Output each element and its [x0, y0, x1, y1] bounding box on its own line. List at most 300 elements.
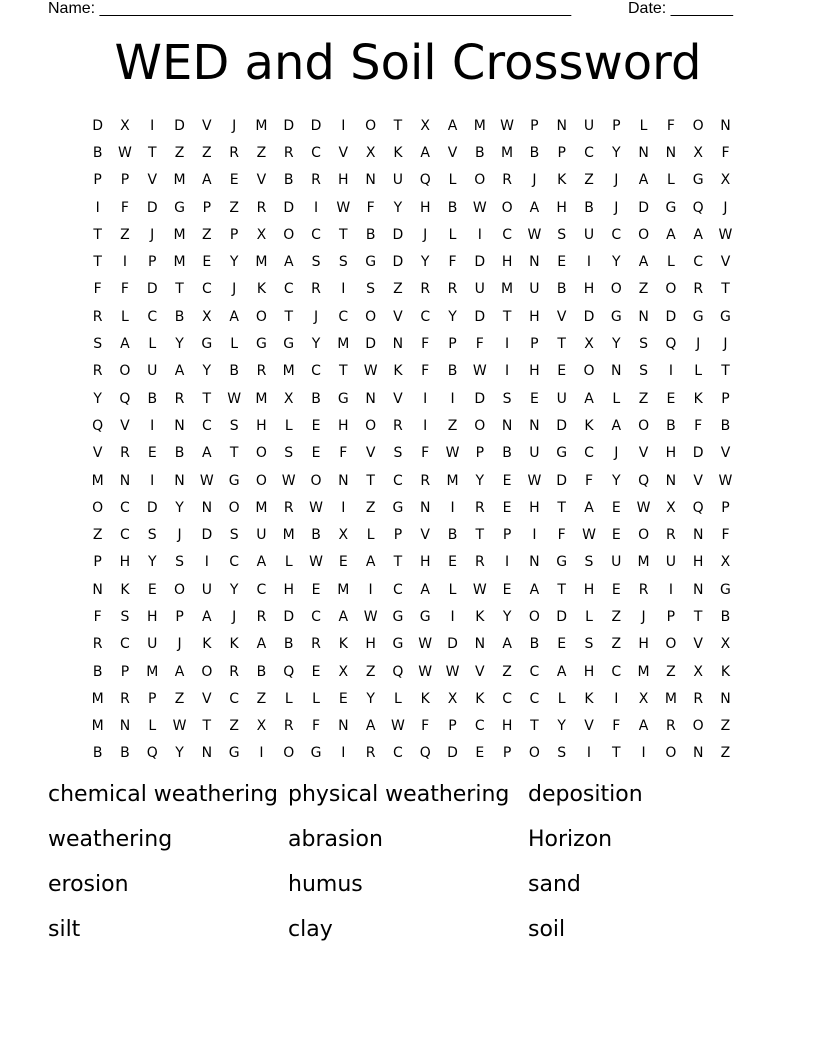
grid-letter: K	[584, 690, 594, 707]
grid-letter: N	[338, 718, 349, 735]
grid-row	[84, 440, 739, 467]
grid-letter: D	[474, 254, 486, 271]
grid-letter: L	[448, 172, 457, 189]
grid-letter: A	[638, 718, 649, 735]
grid-letter: K	[557, 172, 567, 189]
grid-letter: K	[475, 690, 485, 707]
grid-row	[84, 358, 739, 385]
name-field-label: Name: _____________________________________________________	[48, 0, 572, 17]
grid-letter: C	[283, 281, 294, 298]
word-bank-item: weathering	[48, 827, 173, 852]
grid-row	[84, 412, 739, 439]
grid-letter: O	[255, 445, 267, 462]
grid-letter: C	[120, 527, 130, 544]
grid-letter: N	[529, 254, 540, 271]
grid-letter: O	[365, 417, 377, 434]
grid-letter: S	[93, 336, 103, 353]
grid-letter: O	[528, 745, 540, 762]
grid-letter: T	[557, 499, 566, 516]
grid-letter: U	[529, 281, 540, 298]
grid-letter: P	[612, 117, 621, 134]
grid-letter: I	[122, 254, 128, 271]
grid-letter: T	[502, 308, 512, 325]
grid-letter: F	[448, 254, 457, 271]
grid-letter: Y	[475, 472, 485, 489]
grid-letter: H	[365, 636, 376, 653]
grid-letter: U	[201, 581, 212, 598]
grid-letter: W	[199, 472, 214, 489]
grid-letter: Z	[174, 690, 185, 707]
grid-letter: T	[339, 363, 348, 380]
grid-letter: Y	[147, 554, 157, 571]
grid-letter: Y	[502, 608, 512, 625]
grid-letter: I	[641, 745, 646, 762]
grid-letter: E	[529, 390, 539, 407]
grid-letter: I	[341, 281, 346, 298]
grid-letter: I	[423, 417, 428, 434]
grid-row	[84, 658, 739, 685]
grid-letter: W	[363, 363, 378, 380]
grid-letter: A	[365, 554, 376, 571]
grid-letter: C	[338, 308, 349, 325]
grid-letter: B	[311, 390, 321, 407]
grid-letter: O	[665, 745, 677, 762]
grid-letter: M	[255, 499, 268, 516]
grid-letter: H	[338, 172, 349, 189]
grid-letter: A	[529, 581, 540, 598]
grid-letter: B	[229, 363, 239, 380]
grid-letter: E	[448, 554, 457, 571]
grid-letter: G	[392, 608, 404, 625]
grid-letter: F	[120, 199, 129, 216]
grid-letter: R	[693, 690, 704, 707]
grid-letter: I	[204, 554, 209, 571]
grid-letter: E	[202, 254, 212, 271]
grid-letter: S	[366, 281, 376, 298]
grid-letter: B	[147, 390, 158, 407]
grid-letter: M	[501, 144, 514, 161]
grid-letter: F	[339, 445, 348, 462]
grid-letter: X	[447, 690, 458, 707]
grid-letter: A	[529, 199, 540, 216]
grid-letter: G	[256, 336, 267, 353]
grid-letter: P	[530, 336, 539, 353]
grid-letter: V	[720, 254, 731, 271]
word-bank-item: Horizon	[528, 827, 613, 852]
grid-letter: X	[720, 172, 731, 189]
grid-letter: T	[202, 390, 212, 407]
grid-letter: G	[201, 336, 213, 353]
grid-letter: S	[393, 445, 403, 462]
grid-letter: N	[201, 499, 213, 516]
grid-letter: R	[92, 308, 103, 325]
grid-letter: A	[420, 581, 430, 598]
grid-letter: D	[556, 417, 568, 434]
grid-letter: S	[147, 527, 157, 544]
grid-letter: F	[421, 718, 430, 735]
grid-letter: W	[309, 499, 323, 516]
grid-letter: V	[693, 472, 703, 489]
grid-letter: D	[283, 199, 295, 216]
grid-letter: Y	[229, 254, 239, 271]
grid-letter: A	[638, 172, 649, 189]
grid-letter: P	[202, 199, 212, 216]
grid-row	[84, 494, 739, 521]
grid-letter: O	[201, 663, 213, 680]
grid-letter: A	[447, 117, 458, 134]
grid-letter: I	[586, 745, 592, 762]
grid-letter: C	[256, 581, 267, 598]
grid-letter: O	[474, 172, 486, 189]
grid-letter: F	[120, 281, 129, 298]
grid-letter: E	[502, 581, 512, 598]
grid-row	[84, 713, 739, 740]
grid-letter: B	[92, 144, 103, 161]
grid-letter: G	[392, 636, 404, 653]
grid-letter: M	[173, 254, 186, 271]
grid-letter: T	[147, 144, 157, 161]
grid-letter: E	[557, 254, 567, 271]
grid-letter: Y	[393, 199, 403, 216]
grid-letter: A	[120, 336, 130, 353]
grid-letter: I	[313, 199, 319, 216]
grid-letter: W	[309, 554, 323, 571]
grid-letter: W	[418, 663, 433, 680]
grid-letter: Y	[420, 254, 430, 271]
grid-letter: U	[147, 636, 158, 653]
grid-letter: R	[92, 363, 103, 380]
grid-letter: D	[692, 445, 704, 462]
grid-letter: M	[282, 363, 295, 380]
grid-letter: J	[723, 336, 728, 353]
grid-letter: R	[120, 690, 130, 707]
grid-letter: X	[420, 117, 430, 134]
grid-letter: Z	[584, 172, 594, 189]
grid-letter: J	[641, 608, 646, 625]
grid-letter: X	[256, 718, 267, 735]
grid-row	[84, 194, 739, 221]
grid-letter: N	[720, 690, 731, 707]
grid-row	[84, 467, 739, 494]
grid-letter: M	[255, 390, 268, 407]
grid-letter: D	[447, 636, 458, 653]
grid-letter: I	[450, 608, 455, 625]
grid-letter: S	[557, 226, 567, 243]
grid-letter: K	[338, 636, 348, 653]
grid-letter: J	[614, 445, 619, 462]
grid-letter: E	[666, 390, 676, 407]
grid-letter: H	[338, 417, 349, 434]
grid-letter: O	[638, 226, 650, 243]
grid-letter: Z	[611, 608, 622, 625]
grid-letter: R	[256, 199, 267, 216]
grid-letter: I	[532, 527, 537, 544]
grid-letter: B	[529, 144, 540, 161]
grid-letter: V	[693, 636, 703, 653]
grid-letter: B	[475, 144, 485, 161]
grid-row	[84, 576, 739, 603]
grid-letter: Y	[311, 336, 321, 353]
grid-letter: R	[420, 472, 431, 489]
grid-letter: P	[721, 390, 730, 407]
grid-letter: T	[175, 281, 184, 298]
grid-letter: K	[202, 636, 212, 653]
grid-letter: V	[202, 690, 212, 707]
grid-letter: G	[720, 581, 731, 598]
grid-letter: N	[665, 144, 677, 161]
grid-letter: P	[393, 527, 403, 544]
grid-letter: O	[583, 363, 595, 380]
grid-letter: P	[721, 499, 730, 516]
grid-letter: E	[338, 690, 348, 707]
letter-grid	[84, 112, 739, 767]
grid-letter: U	[474, 281, 485, 298]
grid-letter: P	[666, 608, 676, 625]
grid-letter: W	[636, 499, 651, 516]
grid-letter: I	[150, 472, 155, 489]
grid-letter: A	[666, 226, 676, 243]
word-bank-item: physical weathering	[288, 782, 510, 807]
grid-letter: C	[147, 308, 158, 325]
grid-letter: I	[477, 226, 482, 243]
grid-letter: Y	[229, 581, 239, 598]
grid-letter: C	[502, 690, 512, 707]
grid-letter: A	[256, 636, 267, 653]
grid-letter: L	[148, 336, 157, 353]
grid-letter: O	[228, 499, 240, 516]
grid-letter: B	[720, 417, 731, 434]
grid-letter: R	[393, 417, 403, 434]
grid-letter: R	[693, 281, 704, 298]
grid-letter: L	[612, 390, 621, 407]
grid-letter: H	[501, 718, 513, 735]
grid-letter: G	[692, 308, 704, 325]
grid-letter: C	[420, 308, 431, 325]
grid-letter: C	[474, 718, 485, 735]
grid-letter: Y	[448, 308, 457, 325]
grid-letter: Z	[502, 663, 512, 680]
grid-letter: D	[447, 745, 458, 762]
grid-letter: M	[637, 663, 650, 680]
grid-letter: Y	[93, 390, 102, 407]
grid-letter: P	[448, 336, 457, 353]
grid-row	[84, 631, 739, 658]
grid-letter: I	[368, 581, 373, 598]
grid-letter: F	[93, 608, 102, 625]
grid-letter: L	[666, 172, 675, 189]
grid-letter: N	[174, 417, 185, 434]
grid-letter: F	[612, 718, 621, 735]
grid-letter: Q	[119, 390, 131, 407]
grid-letter: K	[120, 581, 130, 598]
grid-letter: H	[583, 581, 595, 598]
grid-letter: O	[283, 745, 295, 762]
word-bank-item: deposition	[528, 782, 643, 807]
grid-letter: D	[146, 499, 158, 516]
grid-letter: Z	[229, 199, 239, 216]
grid-letter: T	[393, 117, 403, 134]
grid-letter: W	[718, 226, 733, 243]
grid-letter: Y	[612, 254, 621, 271]
grid-letter: A	[283, 254, 294, 271]
grid-letter: K	[229, 636, 239, 653]
grid-letter: A	[202, 172, 212, 189]
grid-letter: A	[229, 308, 239, 325]
grid-letter: M	[637, 554, 650, 571]
grid-letter: K	[393, 144, 403, 161]
grid-letter: C	[393, 581, 403, 598]
grid-letter: H	[583, 281, 595, 298]
grid-letter: D	[174, 117, 185, 134]
grid-letter: P	[93, 172, 102, 189]
grid-letter: O	[665, 636, 677, 653]
grid-letter: I	[505, 554, 510, 571]
grid-letter: W	[472, 363, 487, 380]
grid-letter: C	[311, 226, 321, 243]
grid-letter: V	[92, 445, 103, 462]
grid-letter: L	[284, 417, 293, 434]
grid-letter: C	[311, 144, 321, 161]
word-bank-item: erosion	[48, 872, 129, 897]
grid-letter: J	[232, 117, 237, 134]
grid-letter: R	[447, 281, 458, 298]
grid-letter: M	[337, 336, 350, 353]
grid-letter: R	[311, 636, 321, 653]
grid-row	[84, 248, 739, 275]
grid-letter: N	[365, 390, 376, 407]
grid-letter: C	[529, 690, 540, 707]
date-field-label: Date: _______	[628, 0, 733, 17]
grid-letter: L	[557, 690, 566, 707]
grid-letter: F	[93, 281, 102, 298]
grid-letter: C	[502, 226, 512, 243]
grid-letter: U	[611, 554, 622, 571]
grid-letter: G	[392, 499, 404, 516]
grid-letter: G	[720, 308, 731, 325]
grid-letter: N	[338, 472, 349, 489]
grid-letter: Y	[612, 336, 621, 353]
grid-letter: Z	[365, 499, 376, 516]
grid-letter: C	[201, 417, 212, 434]
grid-letter: I	[423, 390, 428, 407]
grid-letter: Y	[202, 363, 212, 380]
grid-letter: V	[720, 445, 731, 462]
grid-letter: W	[336, 199, 351, 216]
grid-letter: T	[530, 718, 539, 735]
grid-letter: S	[229, 417, 239, 434]
grid-letter: B	[120, 745, 130, 762]
grid-letter: K	[256, 281, 267, 298]
grid-letter: E	[557, 363, 567, 380]
grid-letter: A	[338, 608, 349, 625]
grid-letter: R	[638, 581, 649, 598]
grid-letter: N	[92, 581, 103, 598]
grid-letter: A	[202, 608, 212, 625]
grid-letter: O	[119, 363, 131, 380]
grid-letter: J	[614, 199, 619, 216]
grid-letter: F	[666, 117, 675, 134]
grid-letter: D	[283, 117, 295, 134]
grid-letter: X	[256, 226, 267, 243]
grid-letter: F	[584, 472, 594, 489]
grid-letter: P	[120, 663, 130, 680]
grid-letter: L	[639, 117, 648, 134]
grid-letter: B	[256, 663, 267, 680]
grid-letter: V	[202, 117, 212, 134]
grid-letter: C	[584, 445, 594, 462]
grid-letter: S	[584, 636, 594, 653]
grid-letter: O	[474, 417, 486, 434]
grid-letter: N	[720, 117, 731, 134]
grid-letter: M	[91, 472, 104, 489]
grid-letter: T	[393, 554, 403, 571]
grid-letter: P	[502, 745, 512, 762]
grid-letter: P	[502, 527, 512, 544]
grid-letter: L	[148, 718, 157, 735]
grid-letter: V	[338, 144, 349, 161]
grid-letter: M	[255, 254, 268, 271]
grid-letter: I	[450, 390, 455, 407]
grid-letter: D	[310, 117, 322, 134]
grid-letter: S	[338, 254, 348, 271]
grid-letter: T	[557, 336, 566, 353]
grid-letter: U	[665, 554, 676, 571]
grid-letter: W	[118, 144, 132, 161]
grid-letter: R	[229, 663, 239, 680]
grid-letter: O	[255, 308, 267, 325]
grid-letter: M	[173, 172, 186, 189]
grid-letter: C	[311, 363, 321, 380]
grid-letter: E	[147, 581, 157, 598]
grid-letter: F	[557, 527, 566, 544]
grid-letter: B	[283, 636, 294, 653]
grid-letter: C	[120, 499, 130, 516]
grid-letter: Z	[256, 690, 267, 707]
grid-letter: B	[502, 445, 512, 462]
grid-letter: C	[393, 745, 403, 762]
grid-letter: P	[175, 608, 184, 625]
grid-row	[84, 221, 739, 248]
grid-letter: X	[365, 144, 376, 161]
grid-letter: R	[120, 445, 130, 462]
grid-letter: D	[365, 336, 376, 353]
grid-letter: R	[365, 745, 376, 762]
grid-letter: M	[173, 226, 186, 243]
grid-letter: R	[666, 527, 676, 544]
grid-letter: R	[502, 172, 512, 189]
grid-letter: M	[91, 718, 104, 735]
grid-letter: E	[147, 445, 157, 462]
grid-letter: L	[694, 363, 703, 380]
grid-letter: J	[232, 608, 237, 625]
grid-letter: L	[666, 254, 675, 271]
grid-row	[84, 276, 739, 303]
grid-letter: I	[341, 499, 346, 516]
grid-letter: P	[93, 554, 102, 571]
grid-letter: V	[475, 663, 485, 680]
grid-letter: H	[419, 199, 431, 216]
grid-letter: B	[720, 608, 731, 625]
grid-letter: B	[584, 199, 594, 216]
grid-letter: N	[638, 144, 649, 161]
grid-letter: N	[692, 581, 704, 598]
grid-letter: H	[529, 499, 540, 516]
grid-letter: P	[148, 690, 157, 707]
grid-letter: W	[718, 472, 733, 489]
grid-letter: I	[341, 117, 346, 134]
grid-letter: W	[445, 663, 460, 680]
word-bank-item: silt	[48, 917, 81, 942]
